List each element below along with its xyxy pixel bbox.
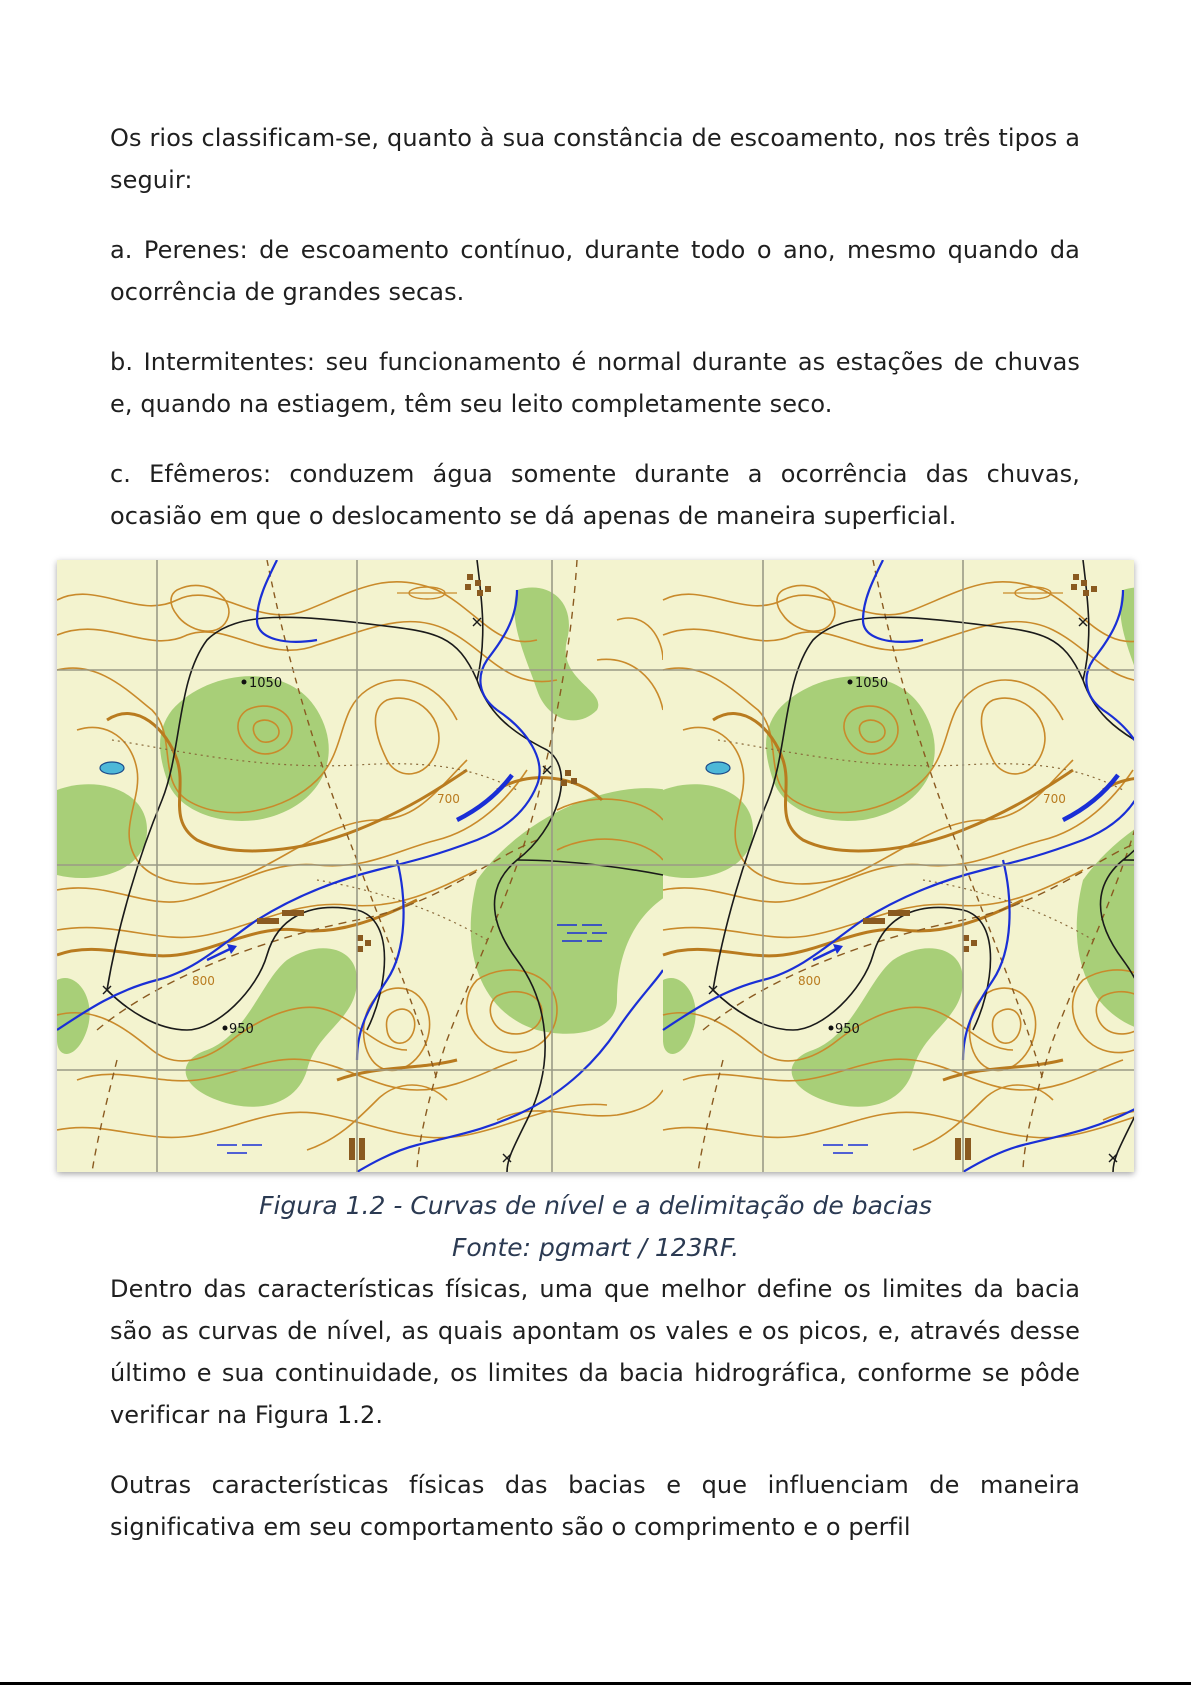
topographic-map [57, 560, 1134, 1172]
peak-label-1050-left [249, 676, 282, 691]
peak-label-950-right [835, 1022, 860, 1037]
svg-text:1050: 1050 [249, 676, 283, 691]
paragraph-intermittent: b. Intermitentes: seu funcionamento é normal durante as estações de chuvas e, quando na estiagem, têm seu leito completamente seco. [110, 348, 1080, 418]
topographic-map-figure [57, 560, 1134, 1172]
svg-text:1050: 1050 [855, 676, 889, 691]
figure-caption: Figura 1.2 - Curvas de nível e a delimitação de bacias [259, 1191, 932, 1220]
paragraph-other-characteristics: Outras características físicas das bacias e que influenciam de maneira significativa em seu comportamento são o comprimento e o perfil [110, 1471, 1080, 1541]
peak-label-950-left [229, 1022, 254, 1037]
paragraph-river-classification: Os rios classificam-se, quanto à sua constância de escoamento, nos três tipos a seguir: [110, 124, 1080, 194]
paragraph-ephemeral: c. Efêmeros: conduzem água somente durante a ocorrência das chuvas, ocasião em que o deslocamento se dá apenas de maneira superficial. [110, 460, 1080, 530]
paragraph-perennial: a. Perenes: de escoamento contínuo, durante todo o ano, mesmo quando da ocorrência de grandes secas. [110, 236, 1080, 306]
peak-label-1050-right [855, 676, 888, 691]
figure-source: Fonte: pgmart / 123RF. [451, 1233, 740, 1262]
svg-text:950: 950 [229, 1022, 254, 1037]
svg-text:950: 950 [835, 1022, 860, 1037]
paragraph-contour-lines: Dentro das características físicas, uma que melhor define os limites da bacia são as curvas de nível, as quais apontam os vales e os picos, e, através desse último e sua continuidade, os limites da bacia hidrográfica, conforme se pôde verificar na Figura 1.2. [110, 1275, 1080, 1429]
